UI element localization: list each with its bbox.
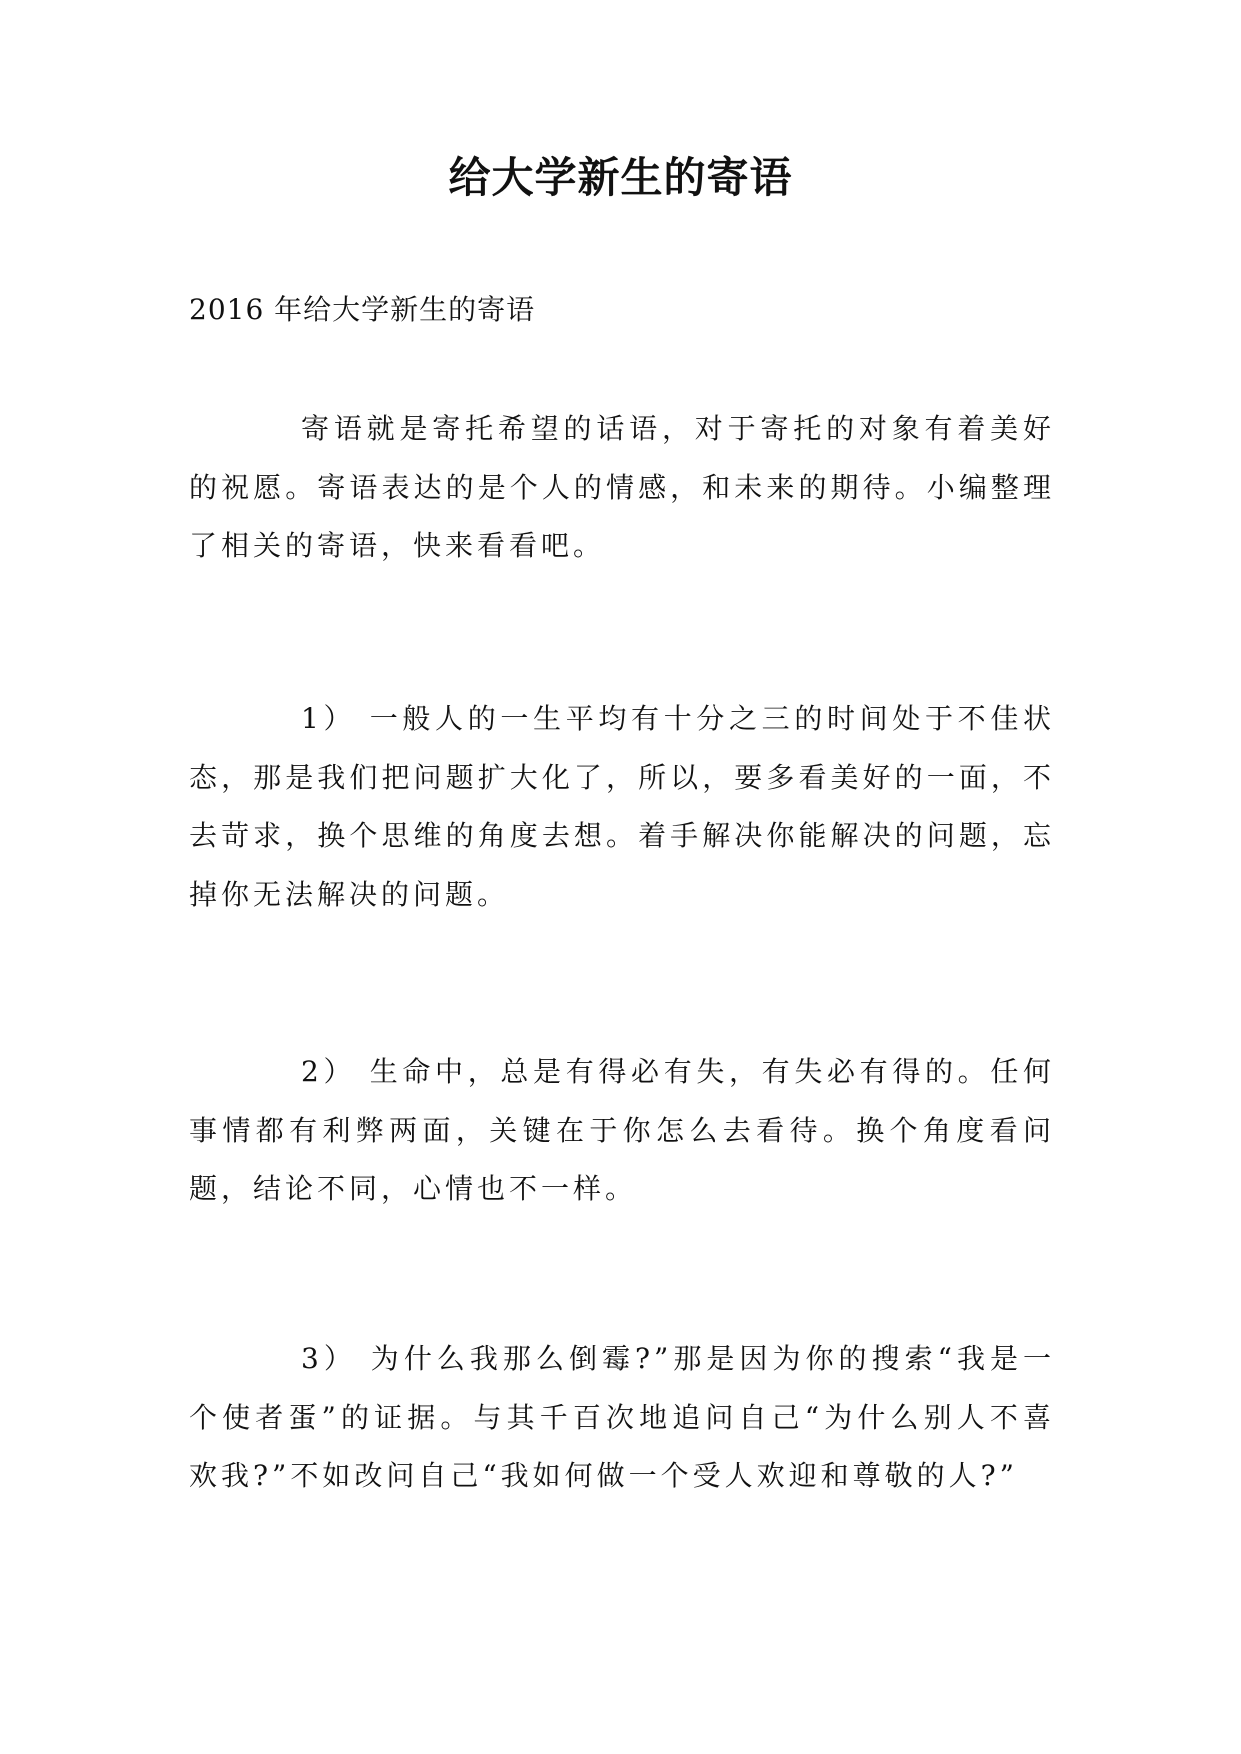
document-subtitle: 2016 年给大学新生的寄语 (189, 293, 536, 326)
paragraph-2: 2） 生命中，总是有得必有失，有失必有得的。任何事情都有利弊两面，关键在于你怎么去看待。换个角度看问题，结论不同，心情也不一样。 (189, 1055, 1055, 1205)
intro-paragraph: 寄语就是寄托希望的话语，对于寄托的对象有着美好的祝愿。寄语表达的是个人的情感，和未来的期待。小编整理了相关的寄语，快来看看吧。 (189, 412, 1055, 562)
document-title: 给大学新生的寄语 (448, 153, 793, 202)
paragraph-3: 3） 为什么我那么倒霉?”那是因为你的搜索“我是一个使者蛋”的证据。与其千百次地追问自己“为什么别人不喜欢我?”不如改问自己“我如何做一个受人欢迎和尊敬的人?” (189, 1342, 1055, 1492)
paragraph-1: 1） 一般人的一生平均有十分之三的时间处于不佳状态，那是我们把问题扩大化了，所以，要多看美好的一面，不去苛求，换个思维的角度去想。着手解决你能解决的问题，忘掉你无法解决的问题。 (189, 702, 1055, 911)
